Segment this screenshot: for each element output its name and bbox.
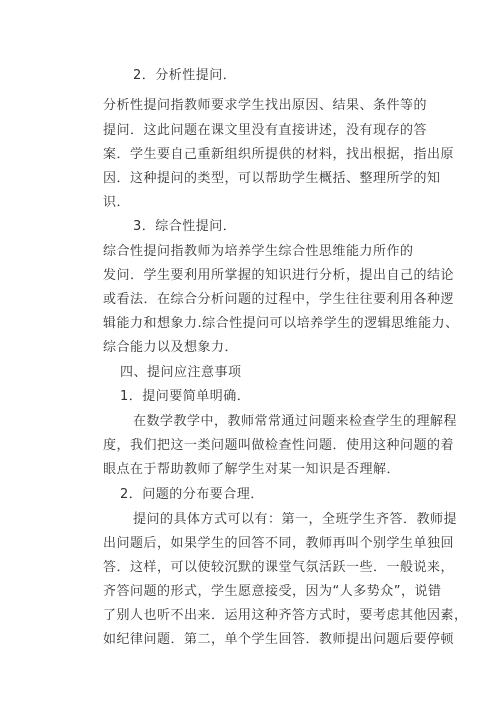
- para-distribution-line-1: 提问的具体方式可以有：第一，全班学生齐答．教师提: [133, 512, 458, 527]
- section-heading-notes: 四、提问应注意事项: [120, 365, 242, 380]
- section-heading-synthetic: 3．综合性提问．: [133, 219, 237, 234]
- subheading-distribution: 2．问题的分布要合理．: [120, 487, 264, 502]
- para-synthetic-line-5: 综合能力以及想象力．: [103, 340, 239, 355]
- para-analytical-line-2: 提问．这此问题在课文里没有直接讲述，没有现存的答: [103, 123, 428, 138]
- para-synthetic-line-1: 综合性提问指教师为培养学生综合性思维能力所作的: [103, 244, 414, 259]
- para-distribution-line-3: 答．这样，可以使较沉默的课堂气氛活跃一些．一般说来，: [103, 560, 455, 575]
- para-synthetic-line-3: 或看法．在综合分析问题的过程中，学生往往要利用各种逻: [103, 292, 455, 307]
- para-simple-line-3: 眼点在于帮助教师了解学生对某一知识是否理解．: [103, 462, 401, 477]
- para-distribution-line-6: 如纪律问题．第二，单个学生回答．教师提出问题后要停顿: [103, 632, 455, 647]
- section-heading-analytical: 2．分析性提问．: [133, 68, 237, 83]
- para-distribution-line-4: 齐答问题的形式，学生愿意接受，因为“人多势众”，说错: [103, 584, 442, 599]
- para-synthetic-line-4: 辑能力和想象力.综合性提问可以培养学生的逻辑思维能力、: [103, 316, 459, 331]
- para-analytical-line-3: 案．学生要自己重新组织所提供的材料，找出根据，指出原: [103, 147, 455, 162]
- para-simple-line-1: 在数学教学中，教师常常通过问题来检查学生的理解程: [133, 414, 458, 429]
- para-analytical-line-4: 因．这种提问的类型，可以帮助学生概括、整理所学的知: [103, 171, 441, 186]
- para-analytical-line-1: 分析性提问指教师要求学生找出原因、结果、条件等的: [103, 98, 428, 113]
- subheading-simple-clear: 1．提问要简单明确．: [120, 389, 251, 404]
- para-simple-line-2: 度，我们把这一类问题叫做检查性问题．使用这种问题的着: [103, 438, 455, 453]
- para-distribution-line-5: 了别人也听不出来．运用这种齐答方式时，要考虑其他因素，: [103, 608, 468, 623]
- para-distribution-line-2: 出问题后，如果学生的回答不同，教师再叫个别学生单独回: [103, 536, 455, 551]
- para-analytical-line-5: 识．: [103, 195, 131, 210]
- para-synthetic-line-2: 发问．学生要利用所掌握的知识进行分析，提出自己的结论: [103, 268, 455, 283]
